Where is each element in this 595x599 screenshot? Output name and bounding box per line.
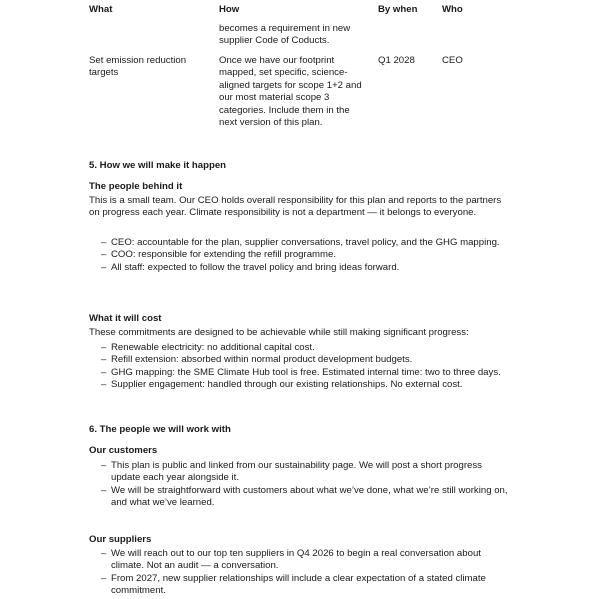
table-header-by-when: By when <box>378 4 418 15</box>
table-cell-what: Set emission reduction targets <box>89 55 187 79</box>
action-table <box>89 0 509 140</box>
table-header-who: Who <box>442 4 463 15</box>
cost-list <box>101 342 509 392</box>
list-item: – All staff: expected to follow the travel policy and bring ideas forward. <box>101 262 509 274</box>
document-page <box>89 0 509 597</box>
table-header-what: What <box>89 4 113 15</box>
people-paragraph: This is a small team. Our CEO holds overall responsibility for this plan and reports to the partners on progress each year. Climate responsibility is not a department — it belongs to everyone. <box>89 195 502 219</box>
suppliers-heading: Our suppliers <box>89 534 152 545</box>
list-item: – Refill extension: absorbed within normal product development budgets. <box>101 354 509 366</box>
suppliers-list <box>101 548 509 598</box>
list-item: – We will reach out to our top ten suppliers in Q4 2026 to begin a real conversation about climate. Not an audit — a conversation. <box>101 548 509 573</box>
cost-paragraph: These commitments are designed to be achievable while still making significant progress: <box>89 327 469 338</box>
list-item: – Renewable electricity: no additional capital cost. <box>101 342 509 354</box>
customers-list <box>101 460 509 510</box>
list-item: – This plan is public and linked from our sustainability page. We will post a short progress update each year alongside it. <box>101 460 509 485</box>
list-item: – We will be straightforward with customers about what we’ve done, what we’re still working on, and what we’ve learned. <box>101 485 509 510</box>
list-item: – GHG mapping: the SME Climate Hub tool is free. Estimated internal time: two to three days. <box>101 367 509 379</box>
table-cell-by-when: Q1 2028 <box>378 55 415 66</box>
list-item: – Supplier engagement: handled through our existing relationships. No external cost. <box>101 379 509 391</box>
list-item: – CEO: accountable for the plan, supplier conversations, travel policy, and the GHG mapping. <box>101 237 509 249</box>
table-header-how: How <box>219 4 240 15</box>
people-heading: The people behind it <box>89 181 183 192</box>
customers-heading: Our customers <box>89 445 158 456</box>
table-cell-who: CEO <box>442 55 463 66</box>
list-item: – From 2027, new supplier relationships will include a clear expectation of a stated climate commitment. <box>101 573 509 598</box>
table-cell-how: Once we have our footprint mapped, set specific, science-aligned targets for scope 1+2 and our most material scope 3 categories. Include them in the next version of this plan. <box>219 55 362 129</box>
list-item: – COO: responsible for extending the refill programme. <box>101 249 509 261</box>
cost-heading: What it will cost <box>89 313 162 324</box>
section-6-heading: 6. The people we will work with <box>89 424 231 435</box>
section-5-heading: 5. How we will make it happen <box>89 160 227 171</box>
people-list <box>101 237 509 274</box>
table-cell-how: becomes a requirement in new supplier Code of Coducts. <box>219 23 351 47</box>
